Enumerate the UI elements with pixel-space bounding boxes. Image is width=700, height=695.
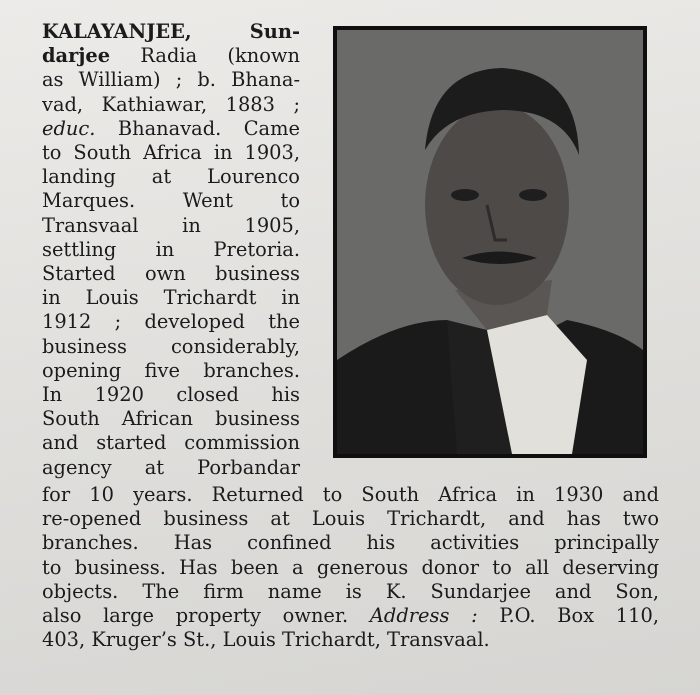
entry-line-12: in Louis Trichardt in [42,286,300,310]
entry-name: KALAYANJEE, Sun- [42,20,300,43]
educ-label: educ. [42,116,96,140]
entry-line-8: Marques. Went to [42,189,300,213]
portrait-photo-icon [337,30,643,454]
entry-line-17: South African business [42,407,300,431]
entry-line-22: branches. Has confined his activities principally [42,531,659,555]
entry-line-23: to business. Has been a generous donor to all deserving [42,555,659,579]
biography-column [42,20,300,480]
entry-line-20: for 10 years. Returned to South Africa in 1930 and [42,483,659,506]
entry-line-7: landing at Lourenco [42,165,300,189]
address-label: Address : [369,604,478,628]
entry-line-15: opening five branches. [42,358,300,382]
entry-name-cont: darjee [42,44,111,68]
entry-line-25: also large property owner. Address : P.O. Box 110, [42,604,659,628]
portrait-photo [337,30,643,454]
entry-line-24: objects. The firm name is K. Sundarjee and Son, [42,579,659,603]
entry-line-3: as William) ; b. Bhana- [42,68,300,92]
entry-line-19: agency at Porbandar [42,455,300,479]
entry-line-14: business considerably, [42,334,300,358]
entry-line-13: 1912 ; developed the [42,310,300,334]
entry-line-16: In 1920 closed his [42,383,300,407]
entry-line-2: darjee Radia (known [42,44,300,68]
biography-continuation [42,483,659,652]
entry-line-11: Started own business [42,262,300,286]
entry-line-6: to South Africa in 1903, [42,141,300,165]
entry-line-26: 403, Kruger’s St., Louis Trichardt, Transvaal. [42,628,490,652]
entry-line-21: re-opened business at Louis Trichardt, and has two [42,507,659,531]
portrait-frame [333,26,647,458]
entry-line-18: and started commission [42,431,300,455]
entry-line-9: Transvaal in 1905, [42,213,300,237]
entry-line-1 [42,20,300,44]
entry-line-5: educ. Bhanavad. Came [42,116,300,140]
entry-line-4: vad, Kathiawar, 1883 ; [42,92,300,116]
entry-line-10: settling in Pretoria. [42,237,300,261]
